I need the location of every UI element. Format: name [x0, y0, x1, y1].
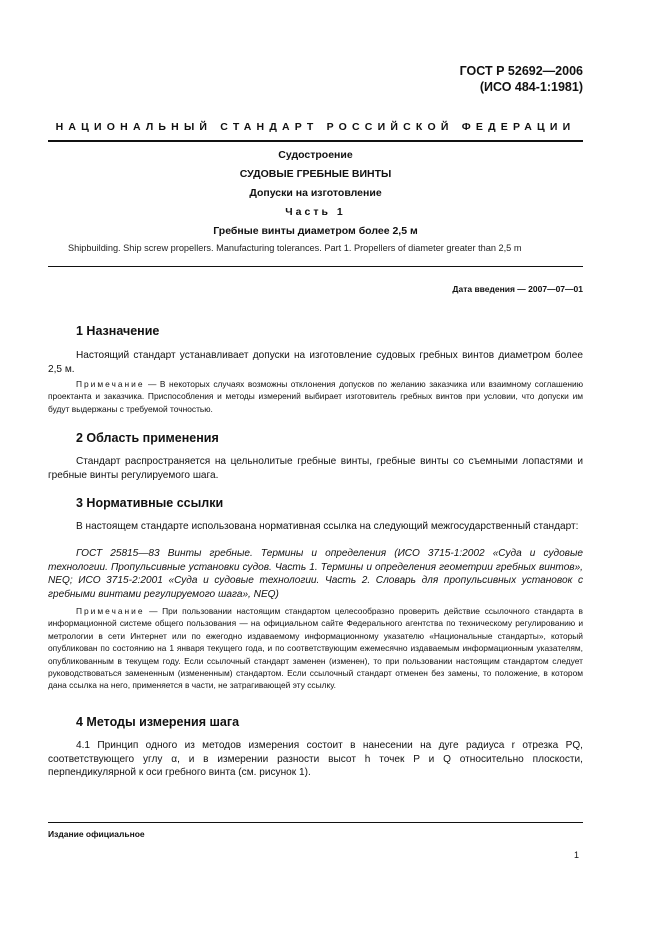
section-3-note [48, 605, 583, 692]
part-number: Часть 1 [285, 206, 346, 218]
section-4-title: 4 Методы измерения шага [76, 715, 240, 729]
field-title: Судостроение [278, 149, 353, 161]
gost-number: ГОСТ Р 52692—2006 [459, 64, 583, 78]
iso-reference: (ИСО 484-1:1981) [479, 80, 583, 94]
section-1-title: 1 Назначение [76, 324, 160, 338]
note-label: Примечание [76, 606, 145, 616]
section-2-title: 2 Область применения [76, 431, 219, 445]
note-label: Примечание [76, 379, 145, 389]
part-title: Гребные винты диаметром более 2,5 м [213, 225, 418, 237]
section-2-paragraph: Стандарт распространяется на цельнолитые гребные винты, гребные винты со съемными лопастями и гребные винты регулируемого шага. [48, 456, 583, 481]
national-standard-heading: НАЦИОНАЛЬНЫЙ СТАНДАРТ РОССИЙСКОЙ ФЕДЕРАЦИИ [55, 121, 576, 133]
gost-code-block [460, 63, 583, 95]
normative-reference: ГОСТ 25815—83 Винты гребные. Термины и определения (ИСО 3715-1:2002 «Суда и судовые технологии. Пропульсивные установки судов. Часть 1. Термины и определения геометрии гребных винтов», NEQ; ИСО 3715-2:2001 «Суда и судовые технологии. Часть 2. Словарь для пропульсивных установок с гребными винтами регулируемого шага», NEQ) [48, 548, 583, 600]
page-number: 1 [573, 850, 579, 860]
section-3-title: 3 Нормативные ссылки [76, 496, 224, 510]
document-subtitle: Допуски на изготовление [249, 187, 382, 199]
section-1-paragraph: Настоящий стандарт устанавливает допуски на изготовление судовых гребных винтов диаметром более 2,5 м. [48, 350, 583, 375]
note-text: — В некоторых случаях возможны отклонения допусков по желанию заказчика или взаимному соглашению проектанта и заказчика. Приспособления и методы измерений выбирает изготовитель гребных винтов при условии, что допуски им будут выдержаны с требуемой точностью. [48, 379, 583, 414]
footer-rule [48, 822, 583, 823]
edition-label: Издание официальное [48, 829, 145, 839]
introduction-date: Дата введения — 2007—07—01 [452, 284, 583, 294]
document-title: СУДОВЫЕ ГРЕБНЫЕ ВИНТЫ [239, 168, 392, 180]
english-title: Shipbuilding. Ship screw propellers. Manufacturing tolerances. Part 1. Propellers of diameter greater than 2,5 m [68, 243, 522, 253]
title-rule [48, 266, 583, 267]
note-text: — При пользовании настоящим стандартом целесообразно проверить действие ссылочного стандарта в информационной системе общего пользования — на официальном сайте Федерального агентства по техническому регулированию и метрологии в сети Интернет или по ежегодно издаваемому информационному указателю «Национальные стандарты», который опубликован по состоянию на 1 января текущего года, и по соответствующим ежемесячно издаваемым информационным указателям, опубликованным в текущем году. Если ссылочный стандарт заменен (изменен), то при пользовании настоящим стандартом следует руководствоваться замененным (измененным) стандартом. Если ссылочный стандарт отменен без замены, то положение, в котором дана ссылка на него, применяется в части, не затрагивающей эту ссылку. [48, 606, 584, 691]
section-4-paragraph: 4.1 Принцип одного из методов измерения состоит в нанесении на дуге радиуса r отрезка PQ, соответствующего углу α, и в измерении разности высот h точек P и Q относительно плоскости, перпендикулярной к оси гребного винта (см. рисунок 1). [48, 740, 583, 778]
header-rule [48, 140, 583, 142]
section-3-paragraph: В настоящем стандарте использована нормативная ссылка на следующий межгосударственный стандарт: [76, 521, 579, 532]
section-1-note [48, 378, 583, 415]
